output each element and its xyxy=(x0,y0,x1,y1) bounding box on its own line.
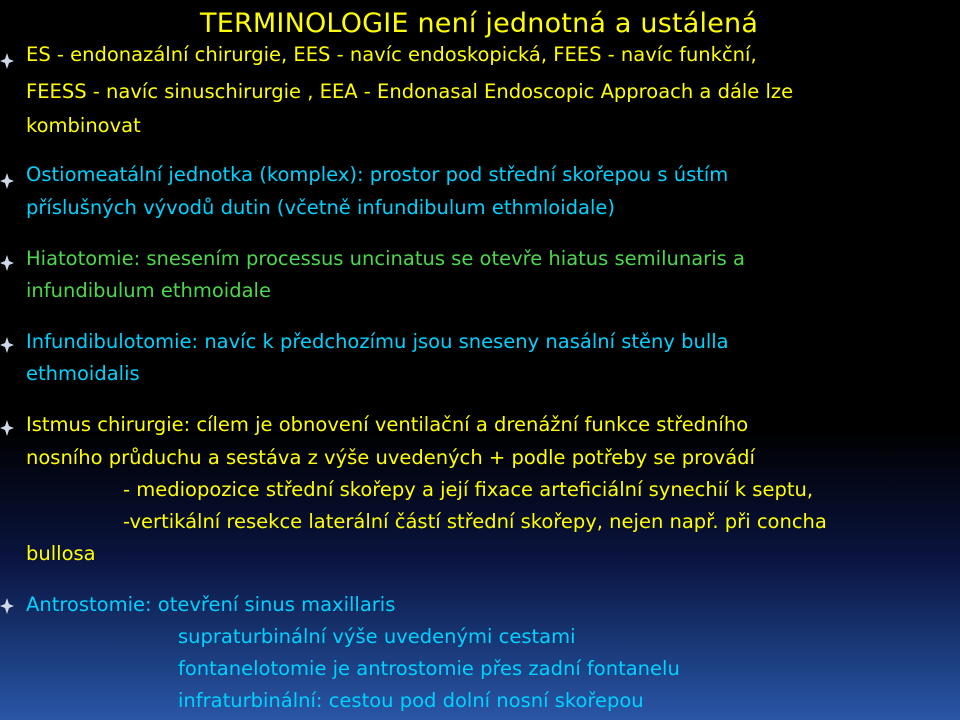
item-5-line-2: nosního průduchu a sestáva z výše uvedených + podle potřeby se provádí xyxy=(26,446,755,469)
star-icon xyxy=(0,337,14,353)
item-3-line-1-text: Hiatotomie: snesením processus uncinatus se otevře hiatus semilunaris a xyxy=(26,247,745,270)
item-6-line-1: Antrostomie: otevření sinus maxillaris xyxy=(26,593,396,616)
item-5-line-3: - mediopozice střední skořepy a její fixace arteficiální synechií k septu, xyxy=(123,478,814,501)
item-3-line-1 xyxy=(26,247,949,271)
star-icon xyxy=(0,420,14,436)
item-1-line-1: ES - endonazální chirurgie, EES - navíc endoskopická, FEES - navíc funkční, xyxy=(26,43,757,66)
item-1-line-2: FEESS - navíc sinuschirurgie , EEA - Endonasal Endoscopic Approach a dále lze xyxy=(26,80,794,103)
item-5-line-4: -vertikální resekce laterální částí střední skořepy, nejen např. při concha xyxy=(123,510,827,533)
star-icon xyxy=(0,53,14,69)
slide-title: TERMINOLOGIE není jednotná a ustálená xyxy=(200,8,759,39)
star-icon xyxy=(0,255,14,271)
item-5-line-5: bullosa xyxy=(26,542,96,565)
item-1-line-3: kombinovat xyxy=(26,114,141,137)
item-2-line-2: příslušných vývodů dutin (včetně infundibulum ethmloidale) xyxy=(26,196,615,219)
item-4-line-1: Infundibulotomie: navíc k předchozímu jsou sneseny nasální stěny bulla xyxy=(26,330,729,353)
item-6-line-3: fontanelotomie je antrostomie přes zadní fontanelu xyxy=(178,657,680,680)
item-5-line-1: Istmus chirurgie: cílem je obnovení ventilační a drenážní funkce středního xyxy=(26,413,749,436)
item-3-line-2: infundibulum ethmoidale xyxy=(26,279,271,302)
item-4-line-2: ethmoidalis xyxy=(26,362,140,385)
item-6-line-4: infraturbinální: cestou pod dolní nosní skořepou xyxy=(178,689,644,712)
star-icon xyxy=(0,173,14,189)
item-2-line-1: Ostiomeatální jednotka (komplex): prostor pod střední skořepou s ústím xyxy=(26,163,729,186)
star-icon xyxy=(0,598,14,614)
item-6-line-2: supraturbinální výše uvedenými cestami xyxy=(178,625,576,648)
